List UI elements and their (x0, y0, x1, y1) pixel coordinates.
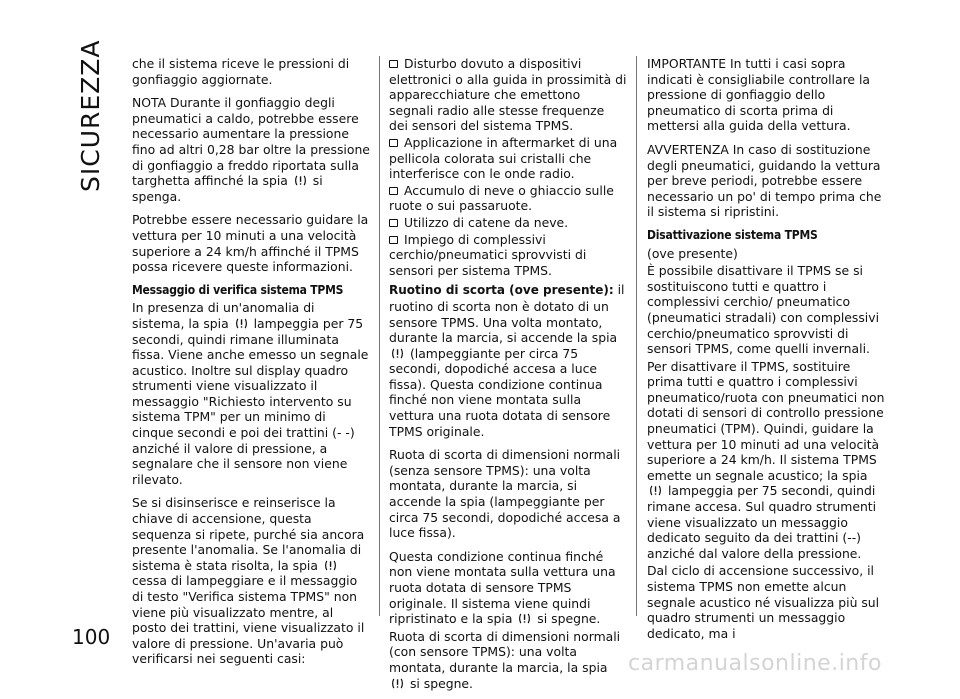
section-heading: Disattivazione sistema TPMS (647, 227, 818, 242)
column-3 (647, 56, 885, 649)
lead-in: Ruotino di scorta (ove presente): (389, 283, 614, 298)
section-title: SICUREZZA (76, 39, 105, 192)
bullet-square-icon (389, 187, 398, 195)
list-item: Utilizzo di catene da neve. (389, 215, 627, 231)
paragraph-warning: AVVERTENZA In caso di sostituzione degli pneumatici, guidando la vettura per breve periodi, potrebbe essere necessario un po' di tempo prima che il sistema si ripristini. (647, 141, 882, 220)
list-item: Applicazione in aftermarket di una pellicola colorata sui cristalli che interferisce con le onde radio. (389, 134, 618, 182)
column-divider (636, 56, 637, 616)
tpms-warning-icon (235, 317, 248, 330)
tpms-warning-icon (518, 612, 531, 625)
paragraph: È possibile disattivare il TPMS se si sostituiscono tutti e quattro i complessivi cerchio/ pneumatico (pneumatici stradali) con complessivi cerchio/pneumatico sprovvisti di sensori TPMS, come quelli invernali. (647, 263, 880, 357)
paragraph: Ruota di scorta di dimensioni normali (senza sensore TPMS): una volta montata, durante la marcia, si accende la spia (lampeggiante per circa 75 secondi, dopodiché accesa a luce fissa). (389, 447, 621, 541)
watermark: carmanualsonline.info (628, 651, 882, 676)
paragraph: Potrebbe essere necessario guidare la vettura per 10 minuti a una velocità superiore a 24 km/h affinché il TPMS possa ricevere queste informazioni. (132, 212, 369, 275)
bullet-square-icon (389, 60, 398, 68)
list-item: Impiego di complessivi cerchio/pneumatici sprovvisti di sensori per sistema TPMS. (389, 231, 587, 278)
bullet-square-icon (389, 219, 398, 227)
tpms-warning-icon (391, 677, 404, 690)
list-item: Disturbo dovuto a dispositivi elettronici o alla guida in prossimità di apparecchiature che emettono segnali radio alle stesse frequenze dei sensori del sistema TPMS. (389, 56, 627, 134)
column-divider (379, 56, 380, 616)
bullet-square-icon (389, 236, 398, 244)
paragraph: Ruota di scorta di dimensioni normali (con sensore TPMS): una volta montata, durante la marcia, la spia si spegne. (389, 628, 621, 691)
paragraph: In presenza di un'anomalia di sistema, la spia lampeggia per 75 secondi, quindi rimane illuminata fissa. Viene anche emesso un segnale acustico. Inoltre sul display quadro strumenti viene visualizzato il messaggio "Richiesto intervento su sistema TPM" per un minimo di cinque secondi e poi dei trattini (- -) anziché il valore di pressione, a segnalare che il sensore non viene rilevato. (132, 300, 369, 487)
bullet-square-icon (389, 139, 398, 147)
paragraph-note: NOTA Durante il gonfiaggio degli pneumatici a caldo, potrebbe essere necessario aumentare la pressione fino ad altri 0,28 bar oltre la pressione di gonfiaggio a freddo riportata sulla targhetta affinché la spia si spenga. (132, 95, 370, 204)
paragraph-important: IMPORTANTE In tutti i casi sopra indicati è consigliabile controllare la pressione di gonfiaggio dello pneumatico di scorta prima di mettersi alla guida della vettura. (647, 56, 871, 134)
tpms-warning-icon (324, 559, 337, 572)
section-heading: Messaggio di verifica sistema TPMS (132, 282, 344, 297)
tpms-warning-icon (294, 174, 307, 187)
page-number: 100 (72, 625, 111, 649)
tpms-warning-icon (391, 347, 404, 360)
paragraph: (ove presente) (647, 245, 738, 261)
column-1 (132, 56, 370, 675)
list-item: Accumulo di neve o ghiaccio sulle ruote o sui passaruote. (389, 182, 614, 214)
column-2 (389, 56, 627, 699)
paragraph: Per disattivare il TPMS, sostituire prima tutti e quattro i complessivi pneumatico/ruota con pneumatici non dotati di sensori di controllo pressione pneumatici (TPM). Quindi, guidare la vettura per 10 minuti ad una velocità superiore a 24 km/h. Il sistema TPMS emette un segnale acustico; la spia lampeggia per 75 secondi, quindi rimane accesa. Sul quadro strumenti viene visualizzato un messaggio dedicato seguito da dei trattini (--) anziché dal valore della pressione. (647, 358, 885, 561)
tpms-warning-icon (649, 484, 662, 497)
paragraph: Se si disinserisce e reinserisce la chiave di accensione, questa sequenza si ripete, purché sia ancora presente l'anomalia. Se l'anomalia di sistema è stata risolta, la spia cessa di lampeggiare e il messaggio di testo "Verifica sistema TPMS" non viene più visualizzato mentre, al posto dei trattini, viene visualizzato il valore di pressione. Un'avaria può verificarsi nei seguenti casi: (132, 495, 365, 667)
paragraph: Questa condizione continua finché non viene montata sulla vettura una ruota dotata di sensore TPMS originale. Il sistema viene quindi ripristinato e la spia si spegne. (389, 548, 616, 627)
paragraph: Ruotino di scorta (ove presente): il ruotino di scorta non è dotato di un sensore TPMS. Una volta montato, durante la marcia, si accende la spia (lampeggiante per circa 75 secondi, dopodiché accesa a luce fissa). Questa condizione continua finché non viene montata sulla vettura una ruota dotata di sensore TPMS originale. (389, 282, 625, 439)
section-title-wrapper (68, 39, 108, 192)
paragraph: che il sistema riceve le pressioni di gonfiaggio aggiornate. (132, 56, 350, 87)
paragraph: Dal ciclo di accensione successivo, il sistema TPMS non emette alcun segnale acustico né visualizza più sul quadro strumenti un messaggio dedicato, ma i (647, 563, 880, 641)
